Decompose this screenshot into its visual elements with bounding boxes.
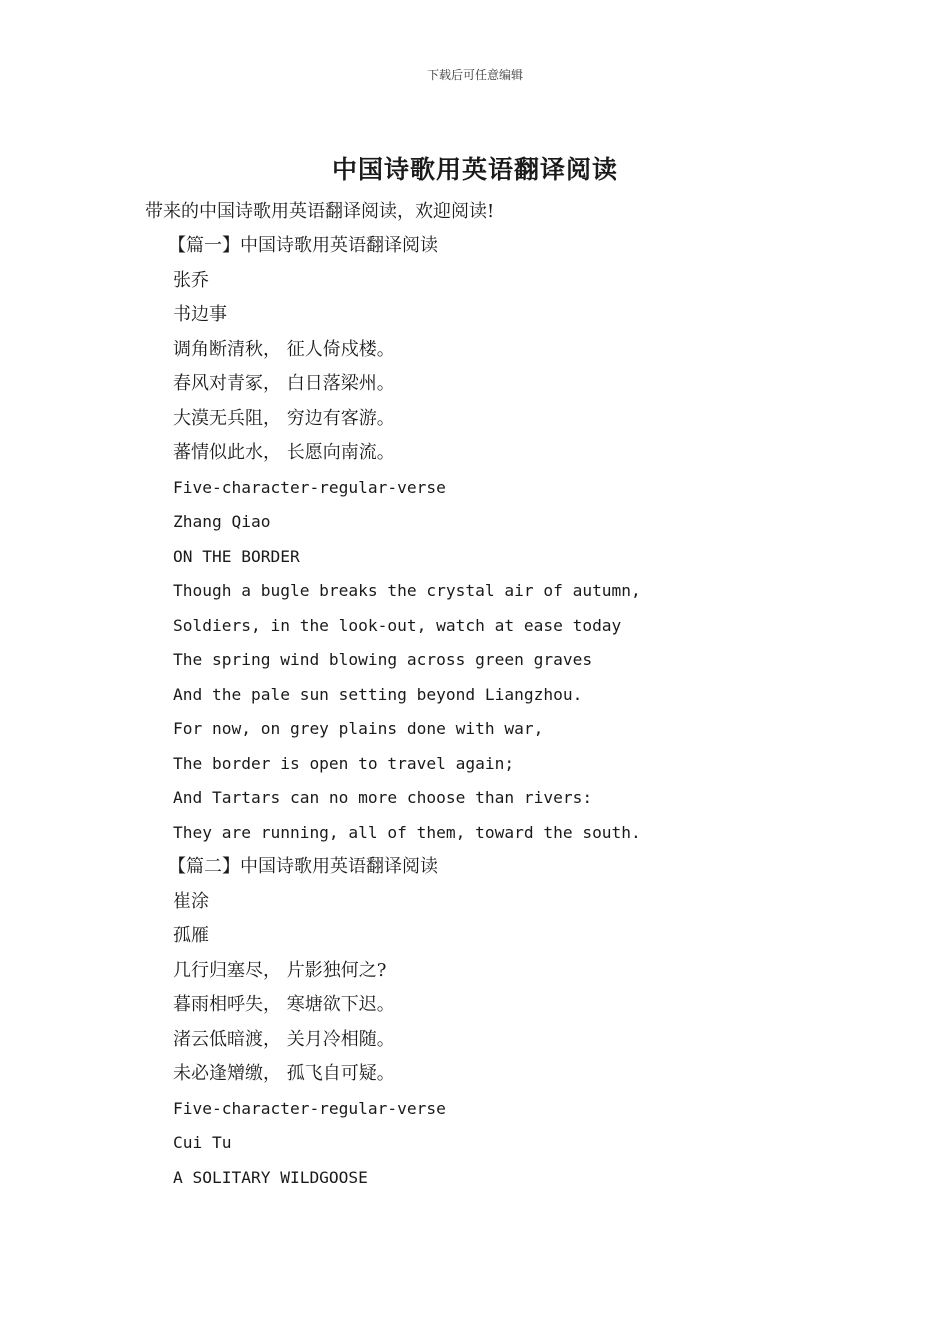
poem-form-en: Five-character-regular-verse [173, 477, 446, 497]
verse-line-cn: 暮雨相呼失， 寒塘欲下迟。 [173, 994, 395, 1015]
section-heading: 【篇一】中国诗歌用英语翻译阅读 [168, 235, 438, 256]
verse-line-en: And the pale sun setting beyond Liangzhou. [173, 684, 583, 704]
verse-line-en: For now, on grey plains done with war, [173, 719, 544, 738]
verse-line-cn: 蕃情似此水， 长愿向南流。 [173, 442, 395, 463]
verse-line-en: The spring wind blowing across green graves [173, 650, 593, 669]
verse-line-cn: 未必逢矰缴， 孤飞自可疑。 [173, 1063, 395, 1084]
page-header-note: 下载后可任意编辑 [426, 68, 523, 82]
poem-author-en: Cui Tu [173, 1133, 232, 1152]
poem-form-en: Five-character-regular-verse [173, 1098, 446, 1118]
verse-line-cn: 渚云低暗渡， 关月冷相随。 [173, 1028, 395, 1050]
poem-author-cn: 崔涂 [173, 890, 209, 912]
poem-title-cn: 书边事 [173, 304, 227, 325]
verse-line-cn: 大漠无兵阻， 穷边有客游。 [173, 407, 395, 429]
poem-title-cn: 孤雁 [173, 925, 209, 946]
poem-title-en: A SOLITARY WILDGOOSE [173, 1167, 368, 1187]
verse-line-cn: 调角断清秋， 征人倚戍楼。 [173, 338, 395, 360]
poem-title-en: ON THE BORDER [173, 546, 300, 566]
document-body [168, 233, 893, 1199]
verse-line-cn: 几行归塞尽， 片影独何之? [173, 959, 387, 981]
document-title: 中国诗歌用英语翻译阅读 [331, 155, 618, 184]
section-heading: 【篇二】中国诗歌用英语翻译阅读 [168, 856, 438, 877]
poem-author-cn: 张乔 [173, 269, 209, 291]
verse-line-en: They are running, all of them, toward the south. [173, 822, 641, 842]
intro-paragraph: 带来的中国诗歌用英语翻译阅读，欢迎阅读! [145, 201, 495, 222]
verse-line-en: Though a bugle breaks the crystal air of autumn, [173, 581, 641, 600]
verse-line-en: Soldiers, in the look-out, watch at ease today [173, 615, 622, 635]
verse-line-en: And Tartars can no more choose than rivers: [173, 788, 593, 807]
poem-author-en: Zhang Qiao [173, 512, 271, 531]
verse-line-cn: 春风对青冢， 白日落梁州。 [173, 373, 395, 394]
verse-line-en: The border is open to travel again; [173, 753, 515, 773]
